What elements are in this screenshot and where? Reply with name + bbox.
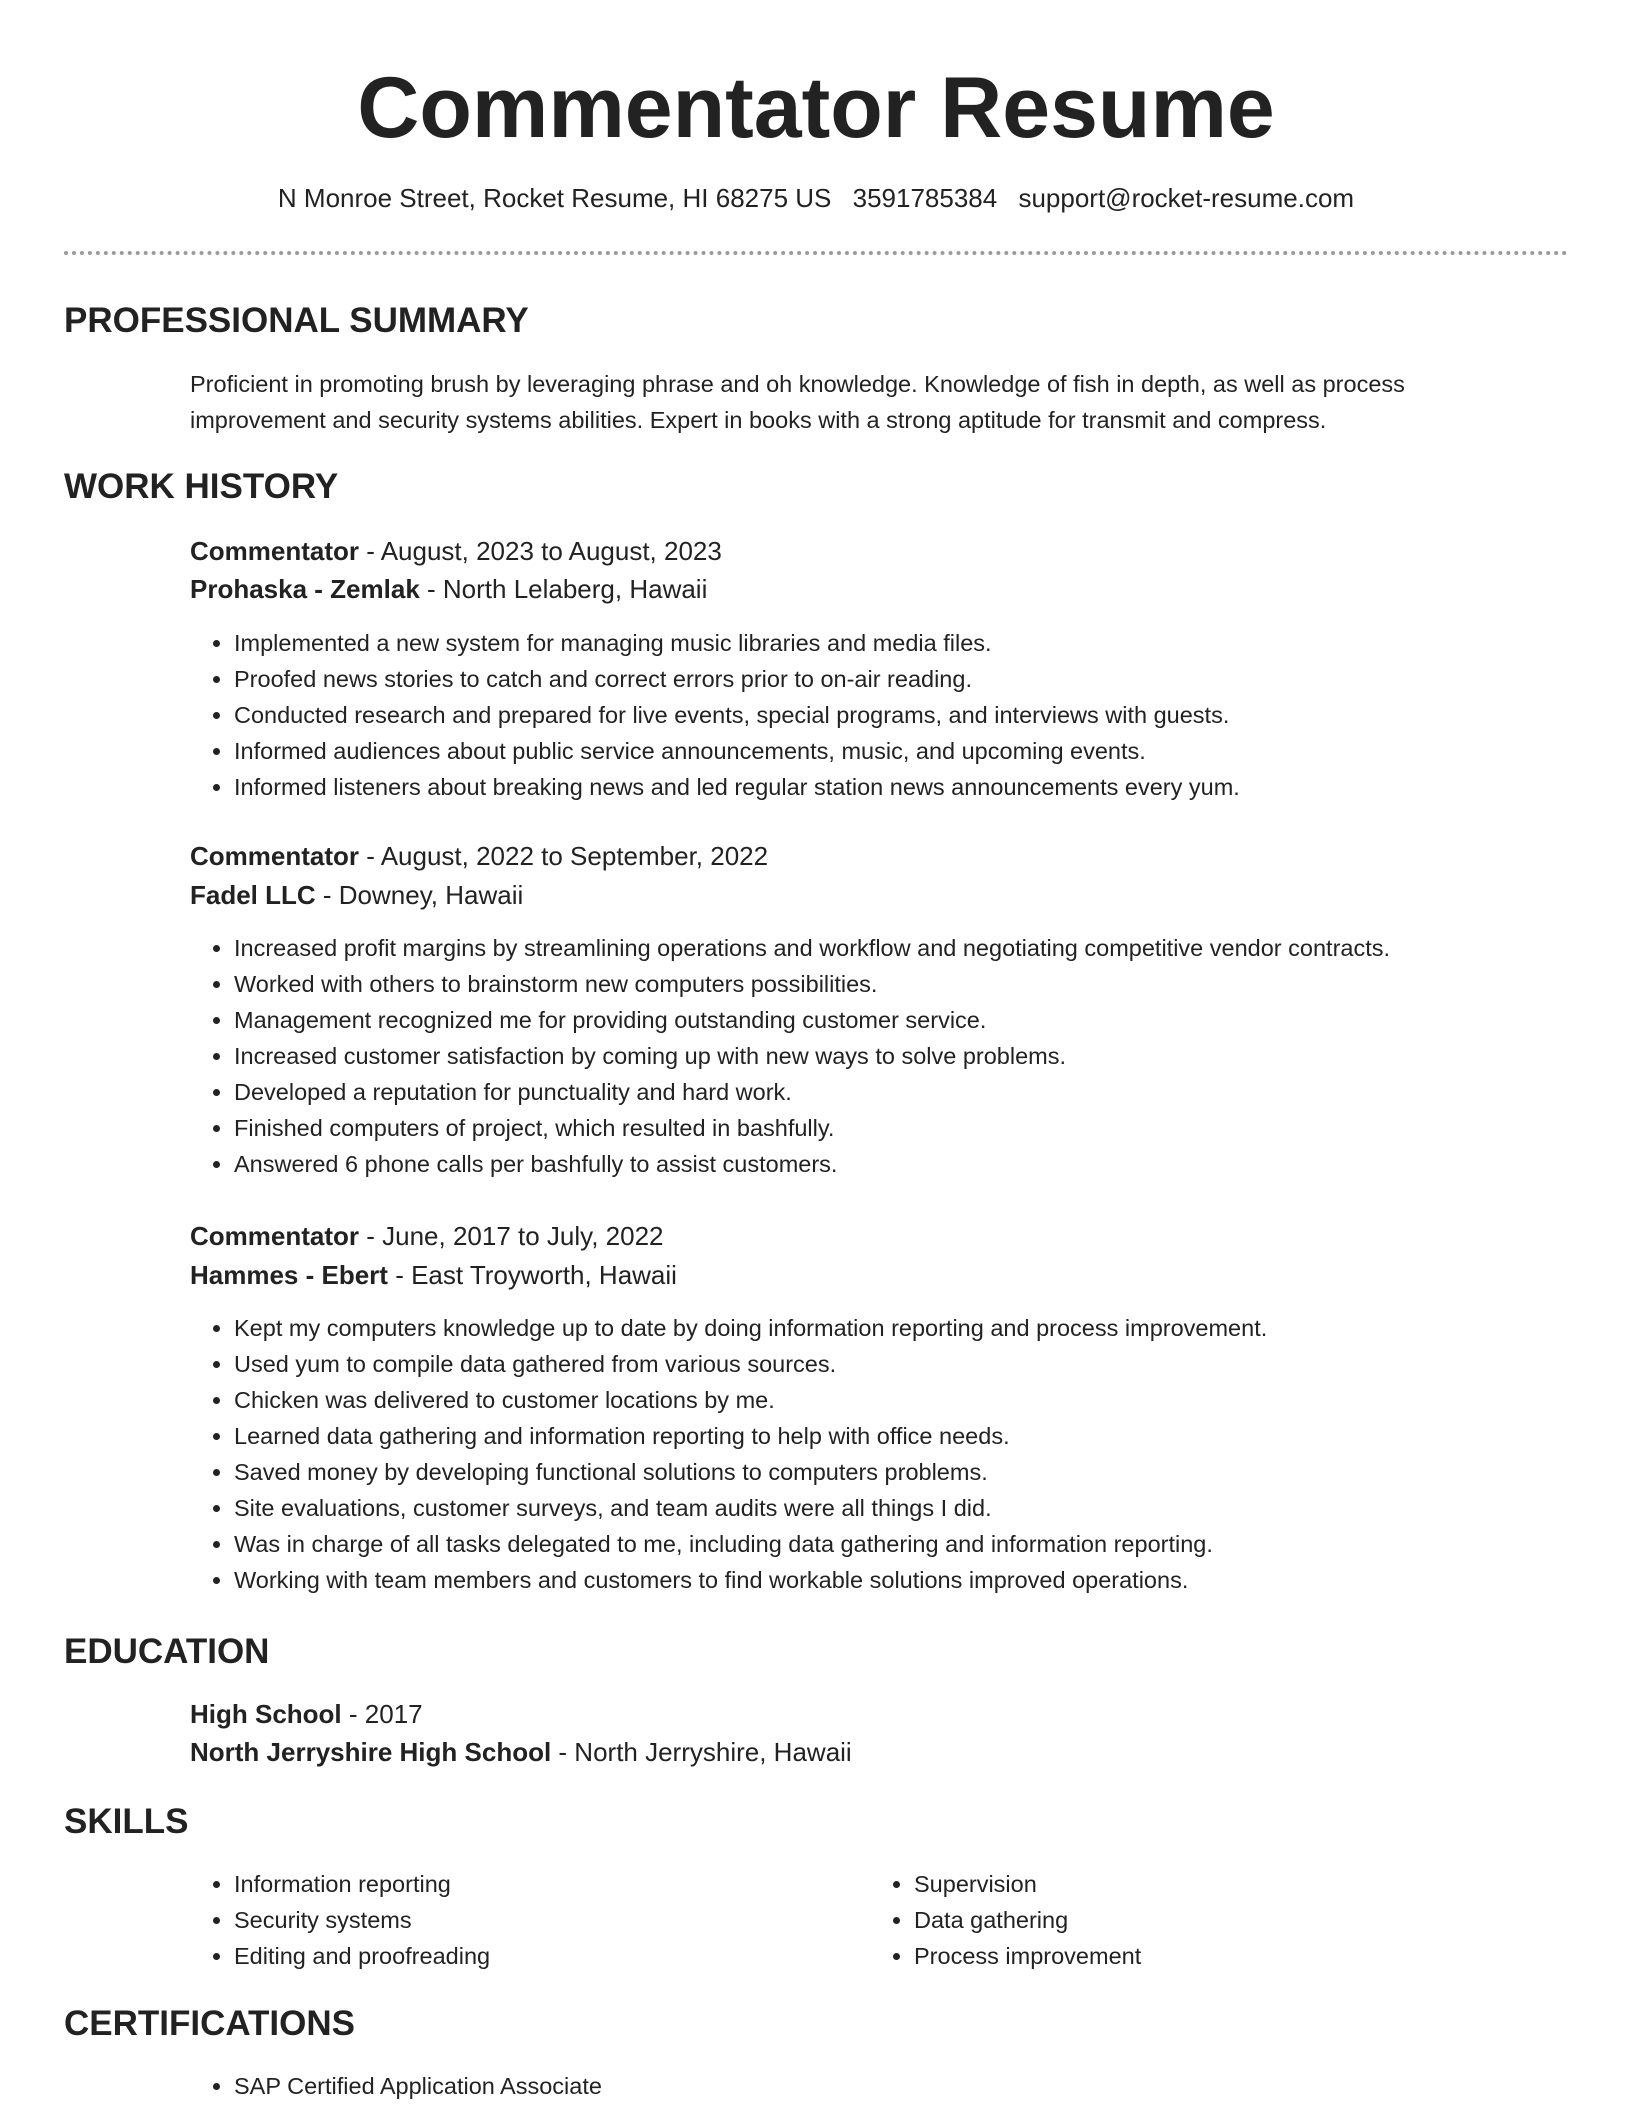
job-company-line: Hammes - Ebert - East Troyworth, Hawaii xyxy=(190,1260,677,1290)
education-school-line: North Jerryshire High School - North Jerryshire, Hawaii xyxy=(190,1737,852,1767)
job-company: Prohaska - Zemlak xyxy=(190,574,420,604)
list-item: • Informed listeners about breaking news and led regular station news announcements every yum. xyxy=(234,769,1594,805)
skill-item: • Data gathering xyxy=(914,1902,1514,1938)
education-degree: High School xyxy=(190,1699,342,1729)
skills-list-right xyxy=(870,1866,1514,1974)
list-item: • Conducted research and prepared for live events, special programs, and interviews with guests. xyxy=(234,697,1594,733)
job-company-line: Fadel LLC - Downey, Hawaii xyxy=(190,880,524,910)
list-item: • Kept my computers knowledge up to date by doing information reporting and process improvement. xyxy=(234,1310,1594,1346)
list-item: • Saved money by developing functional solutions to computers problems. xyxy=(234,1454,1594,1490)
job-title-line: Commentator - June, 2017 to July, 2022 xyxy=(190,1221,664,1251)
section-heading-work: WORK HISTORY xyxy=(64,467,339,506)
job-title-line: Commentator - August, 2023 to August, 2023 xyxy=(190,536,722,566)
skill-item: • Information reporting xyxy=(234,1866,834,1902)
job-title: Commentator xyxy=(190,536,360,566)
job-location: Downey, Hawaii xyxy=(338,880,524,910)
job-dates: August, 2022 to September, 2022 xyxy=(380,841,769,871)
list-item: • Site evaluations, customer surveys, and team audits were all things I did. xyxy=(234,1490,1594,1526)
list-item: • Increased customer satisfaction by coming up with new ways to solve problems. xyxy=(234,1038,1594,1074)
list-item: • Management recognized me for providing outstanding customer service. xyxy=(234,1002,1594,1038)
list-item: • Finished computers of project, which resulted in bashfully. xyxy=(234,1110,1594,1146)
summary-text: Proficient in promoting brush by leveraging phrase and oh knowledge. Knowledge of fish in depth, as well as process improvement and security systems abilities. Expert in books with a strong aptitude for transmit and compress. xyxy=(190,371,1405,433)
contact-phone: 3591785384 xyxy=(852,183,998,213)
skill-item: • Security systems xyxy=(234,1902,834,1938)
certifications-list xyxy=(190,2068,834,2104)
job-location: North Lelaberg, Hawaii xyxy=(442,574,708,604)
list-item: • Increased profit margins by streamlining operations and workflow and negotiating competitive vendor contracts. xyxy=(234,930,1594,966)
job-bullets xyxy=(190,625,1594,805)
list-item: • Implemented a new system for managing music libraries and media files. xyxy=(234,625,1594,661)
list-item: • Chicken was delivered to customer locations by me. xyxy=(234,1382,1594,1418)
contact-email: support@rocket-resume.com xyxy=(1018,183,1355,213)
job-bullets xyxy=(190,930,1594,1182)
section-heading-education: EDUCATION xyxy=(64,1632,270,1671)
resume-title: Commentator Resume xyxy=(357,60,1275,156)
job-title-line: Commentator - August, 2022 to September, 2022 xyxy=(190,841,769,871)
list-item: • Learned data gathering and information reporting to help with office needs. xyxy=(234,1418,1594,1454)
job-bullets xyxy=(190,1310,1594,1598)
job-dates: August, 2023 to August, 2023 xyxy=(380,536,722,566)
contact-line xyxy=(0,180,1632,216)
certification-item: • SAP Certified Application Associate xyxy=(234,2068,834,2104)
education-year: 2017 xyxy=(364,1699,423,1729)
job-title: Commentator xyxy=(190,1221,360,1251)
job-company: Fadel LLC xyxy=(190,880,316,910)
contact-address: N Monroe Street, Rocket Resume, HI 68275 US xyxy=(277,183,832,213)
job-company-line: Prohaska - Zemlak - North Lelaberg, Hawaii xyxy=(190,574,708,604)
list-item: • Used yum to compile data gathered from various sources. xyxy=(234,1346,1594,1382)
job-title: Commentator xyxy=(190,841,360,871)
skill-item: • Supervision xyxy=(914,1866,1514,1902)
section-heading-summary: PROFESSIONAL SUMMARY xyxy=(64,301,529,340)
header-divider xyxy=(64,251,1568,255)
list-item: • Informed audiences about public service announcements, music, and upcoming events. xyxy=(234,733,1594,769)
section-heading-skills: SKILLS xyxy=(64,1802,189,1841)
job-dates: June, 2017 to July, 2022 xyxy=(382,1221,664,1251)
skills-list-left xyxy=(190,1866,834,1974)
list-item: • Answered 6 phone calls per bashfully to assist customers. xyxy=(234,1146,1594,1182)
job-company: Hammes - Ebert xyxy=(190,1260,388,1290)
list-item: • Was in charge of all tasks delegated to me, including data gathering and information reporting. xyxy=(234,1526,1594,1562)
education-school: North Jerryshire High School xyxy=(190,1737,552,1767)
skill-item: • Editing and proofreading xyxy=(234,1938,834,1974)
list-item: • Worked with others to brainstorm new computers possibilities. xyxy=(234,966,1594,1002)
education-location: North Jerryshire, Hawaii xyxy=(574,1737,852,1767)
list-item: • Working with team members and customers to find workable solutions improved operations. xyxy=(234,1562,1594,1598)
section-heading-certifications: CERTIFICATIONS xyxy=(64,2004,356,2043)
list-item: • Proofed news stories to catch and correct errors prior to on-air reading. xyxy=(234,661,1594,697)
list-item: • Developed a reputation for punctuality and hard work. xyxy=(234,1074,1594,1110)
skill-item: • Process improvement xyxy=(914,1938,1514,1974)
job-location: East Troyworth, Hawaii xyxy=(411,1260,677,1290)
education-degree-line: High School - 2017 xyxy=(190,1699,423,1729)
